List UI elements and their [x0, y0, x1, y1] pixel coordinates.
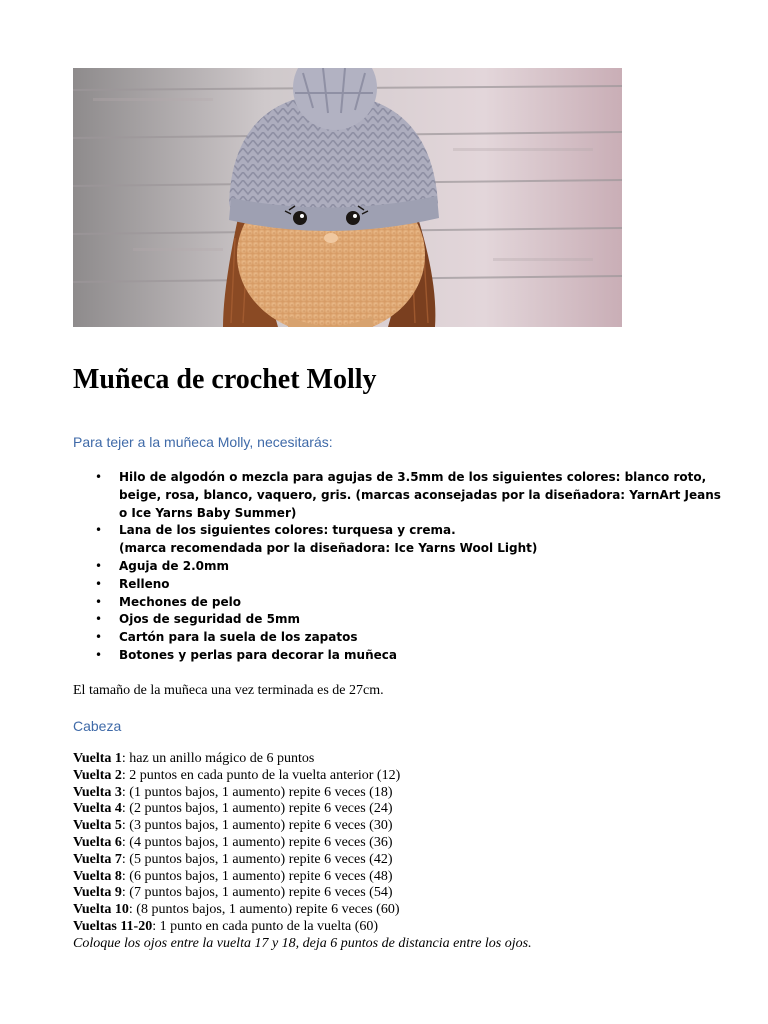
row-label: Vuelta 10 [73, 902, 129, 918]
list-item [73, 522, 723, 558]
row-label: Vuelta 3 [73, 784, 122, 800]
row-label: Vuelta 7 [73, 851, 122, 867]
list-item [73, 611, 723, 629]
row-text: : 2 puntos en cada punto de la vuelta anterior (12) [121, 767, 401, 783]
list-item [73, 647, 723, 665]
materials-intro: Para tejer a la muñeca Molly, necesitarás: [73, 434, 333, 450]
row-text: : 1 punto en cada punto de la vuelta (60) [152, 918, 379, 934]
list-item [73, 594, 723, 612]
table-row [73, 751, 733, 768]
material-note: (marca recomendada por la diseñadora: Ice Yarns Wool Light) [119, 541, 538, 556]
list-item [73, 558, 723, 576]
material-text: Hilo de algodón o mezcla para agujas de 3.5mm de los siguientes colores: blanco roto, beige, rosa, blanco, vaquero, gris. (marcas aconsejadas por la diseñadora: YarnArt Jeans o Ice Yarns Baby Summer) [119, 470, 721, 520]
finished-size-text: El tamaño de la muñeca una vez terminada es de 27cm. [73, 683, 384, 698]
materials-list [73, 469, 723, 665]
table-row [73, 768, 733, 785]
table-row [73, 785, 733, 802]
material-text: Cartón para la suela de los zapatos [119, 630, 358, 645]
bullet-icon: • [95, 647, 103, 662]
page-title: Muñeca de crochet Molly [73, 364, 377, 395]
row-text: : (5 puntos bajos, 1 aumento) repite 6 veces (42) [121, 851, 393, 867]
row-label: Vuelta 5 [73, 818, 122, 834]
row-text: : (6 puntos bajos, 1 aumento) repite 6 veces (48) [121, 868, 393, 884]
doll-photo [73, 68, 622, 327]
material-text: Lana de los siguientes colores: turquesa y crema. [119, 523, 456, 538]
bullet-icon: • [95, 594, 103, 609]
table-row [73, 885, 733, 902]
table-row [73, 818, 733, 835]
row-label: Vuelta 6 [73, 834, 122, 850]
row-text: : (4 puntos bajos, 1 aumento) repite 6 veces (36) [121, 834, 393, 850]
row-text: : (7 puntos bajos, 1 aumento) repite 6 veces (54) [121, 885, 393, 901]
material-text: Relleno [119, 576, 170, 591]
crochet-doll-photo-icon [73, 68, 622, 327]
bullet-icon: • [95, 558, 103, 573]
bullet-icon: • [95, 470, 103, 484]
material-text: Mechones de pelo [119, 594, 241, 609]
row-text: : haz un anillo mágico de 6 puntos [121, 751, 315, 766]
row-label: Vuelta 1 [73, 751, 122, 766]
table-row [73, 801, 733, 818]
row-label: Vueltas 11-20 [73, 918, 153, 934]
bullet-icon: • [95, 612, 103, 627]
table-row [73, 902, 733, 919]
pattern-rows [73, 751, 733, 953]
list-item [73, 576, 723, 594]
table-row [73, 919, 733, 936]
material-text: Botones y perlas para decorar la muñeca [119, 647, 397, 662]
list-item [73, 469, 723, 522]
row-label: Vuelta 2 [73, 767, 122, 783]
eye-placement-note: Coloque los ojos entre la vuelta 17 y 18, deja 6 puntos de distancia entre los ojos. [73, 935, 532, 951]
row-text: : (3 puntos bajos, 1 aumento) repite 6 veces (30) [121, 818, 393, 834]
section-heading-cabeza: Cabeza [73, 718, 122, 734]
row-label: Vuelta 8 [73, 868, 122, 884]
bullet-icon: • [95, 630, 103, 645]
list-item [73, 629, 723, 647]
row-text: : (2 puntos bajos, 1 aumento) repite 6 veces (24) [121, 801, 393, 817]
bullet-icon: • [95, 523, 103, 538]
row-text: : (1 puntos bajos, 1 aumento) repite 6 veces (18) [121, 784, 393, 800]
table-row [73, 869, 733, 886]
material-text: Aguja de 2.0mm [119, 558, 229, 573]
bullet-icon: • [95, 576, 103, 591]
table-row [73, 852, 733, 869]
table-row [73, 835, 733, 852]
material-text: Ojos de seguridad de 5mm [119, 612, 300, 627]
row-text: : (8 puntos bajos, 1 aumento) repite 6 veces (60) [128, 902, 400, 918]
row-label: Vuelta 9 [73, 885, 122, 901]
row-label: Vuelta 4 [73, 801, 122, 817]
